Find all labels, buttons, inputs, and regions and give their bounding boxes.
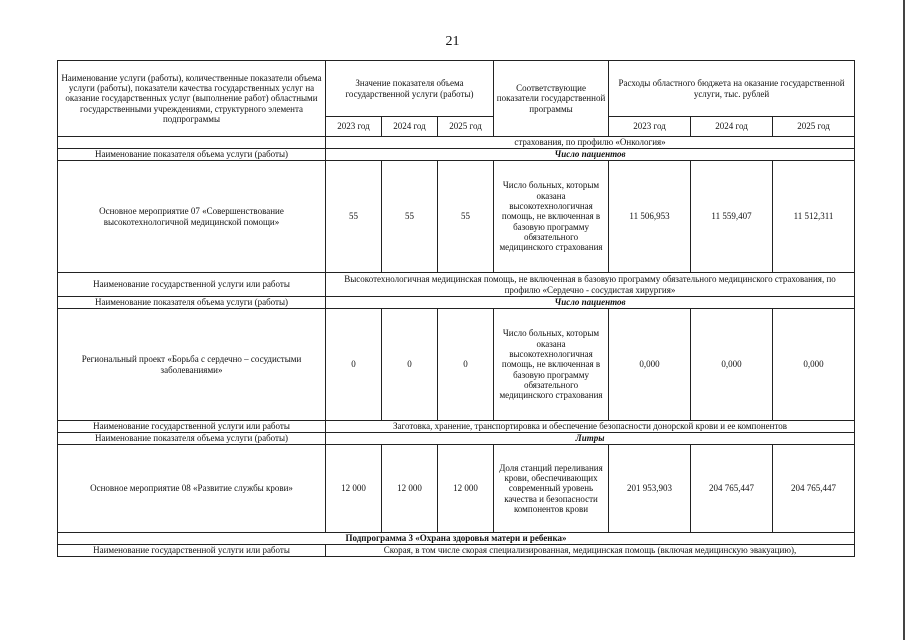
subprogram-title: Подпрограмма 3 «Охрана здоровья матери и ребенка»: [58, 533, 855, 545]
table-row: [58, 421, 855, 433]
row-label: Наименование показателя объема услуги (работы): [58, 297, 326, 309]
value-cell: 55: [382, 161, 438, 273]
budget-cell: 11 559,407: [691, 161, 773, 273]
empty-cell: [58, 137, 326, 149]
service-name: Заготовка, хранение, транспортировка и обеспечение безопасности донорской крови и ее компонентов: [326, 421, 855, 433]
table-row: [58, 545, 855, 557]
indicator-cell: Число больных, которым оказана высокотехнологичная помощь, не включенная в базовую программу обязательного медицинского страхования: [494, 161, 609, 273]
header-year: 2024 год: [691, 117, 773, 137]
header-year: 2025 год: [438, 117, 494, 137]
header-budget-column: Расходы областного бюджета на оказание государственной услуги, тыс. рублей: [609, 61, 855, 117]
header-year: 2024 год: [382, 117, 438, 137]
value-cell: 12 000: [438, 445, 494, 533]
table-row: [58, 137, 855, 149]
value-cell: 55: [438, 161, 494, 273]
value-cell: 12 000: [382, 445, 438, 533]
table-row: [58, 445, 855, 533]
page-number: 21: [445, 34, 460, 49]
value-cell: 55: [326, 161, 382, 273]
table-row: [58, 161, 855, 273]
table-row: [58, 309, 855, 421]
activity-name: Основное мероприятие 08 «Развитие службы крови»: [58, 445, 326, 533]
budget-cell: 0,000: [691, 309, 773, 421]
budget-cell: 204 765,447: [773, 445, 855, 533]
header-value-column: Значение показателя объема государственной услуги (работы): [326, 61, 494, 117]
value-cell: 0: [382, 309, 438, 421]
budget-cell: 11 512,311: [773, 161, 855, 273]
activity-name: Региональный проект «Борьба с сердечно – сосудистыми заболеваниями»: [58, 309, 326, 421]
service-name: Высокотехнологичная медицинская помощь, не включенная в базовую программу обязательного медицинского страхования, по профилю «Сердечно - сосудистая хирургия»: [326, 273, 855, 297]
header-name-column: Наименование услуги (работы), количественные показатели объема услуги (работы), показатели качества государственных услуг на оказание государственных услуг (выполнение работ) областными государственными учреждениями, структурного элемента подпрограммы: [58, 61, 326, 137]
row-label: Наименование государственной услуги или работы: [58, 421, 326, 433]
service-name: Скорая, в том числе скорая специализированная, медицинская помощь (включая медицинскую эвакуацию),: [326, 545, 855, 557]
value-cell: 0: [326, 309, 382, 421]
header-indicator-column: Соответствующие показатели государственной программы: [494, 61, 609, 137]
services-table: [57, 60, 855, 557]
table-row: [58, 297, 855, 309]
row-label: Наименование государственной услуги или работы: [58, 273, 326, 297]
budget-cell: 0,000: [773, 309, 855, 421]
value-cell: 0: [438, 309, 494, 421]
table-row: [58, 149, 855, 161]
value-cell: 12 000: [326, 445, 382, 533]
budget-cell: 201 953,903: [609, 445, 691, 533]
activity-name: Основное мероприятие 07 «Совершенствование высокотехнологичной медицинской помощи»: [58, 161, 326, 273]
volume-indicator: Число пациентов: [326, 149, 855, 161]
table-row: [58, 433, 855, 445]
volume-indicator: Число пациентов: [326, 297, 855, 309]
row-label: Наименование государственной услуги или работы: [58, 545, 326, 557]
header-year: 2025 год: [773, 117, 855, 137]
volume-indicator: Литры: [326, 433, 855, 445]
indicator-cell: Число больных, которым оказана высокотехнологичная помощь, не включенная в базовую программу обязательного медицинского страхования: [494, 309, 609, 421]
budget-cell: 0,000: [609, 309, 691, 421]
header-year: 2023 год: [326, 117, 382, 137]
table-header-row: [58, 61, 855, 117]
row-label: Наименование показателя объема услуги (работы): [58, 433, 326, 445]
header-year: 2023 год: [609, 117, 691, 137]
service-name-continuation: страхования, по профилю «Онкология»: [326, 137, 855, 149]
budget-cell: 204 765,447: [691, 445, 773, 533]
budget-cell: 11 506,953: [609, 161, 691, 273]
table-row: [58, 273, 855, 297]
indicator-cell: Доля станций переливания крови, обеспечивающих современный уровень качества и безопасности компонентов крови: [494, 445, 609, 533]
row-label: Наименование показателя объема услуги (работы): [58, 149, 326, 161]
table-row: [58, 533, 855, 545]
